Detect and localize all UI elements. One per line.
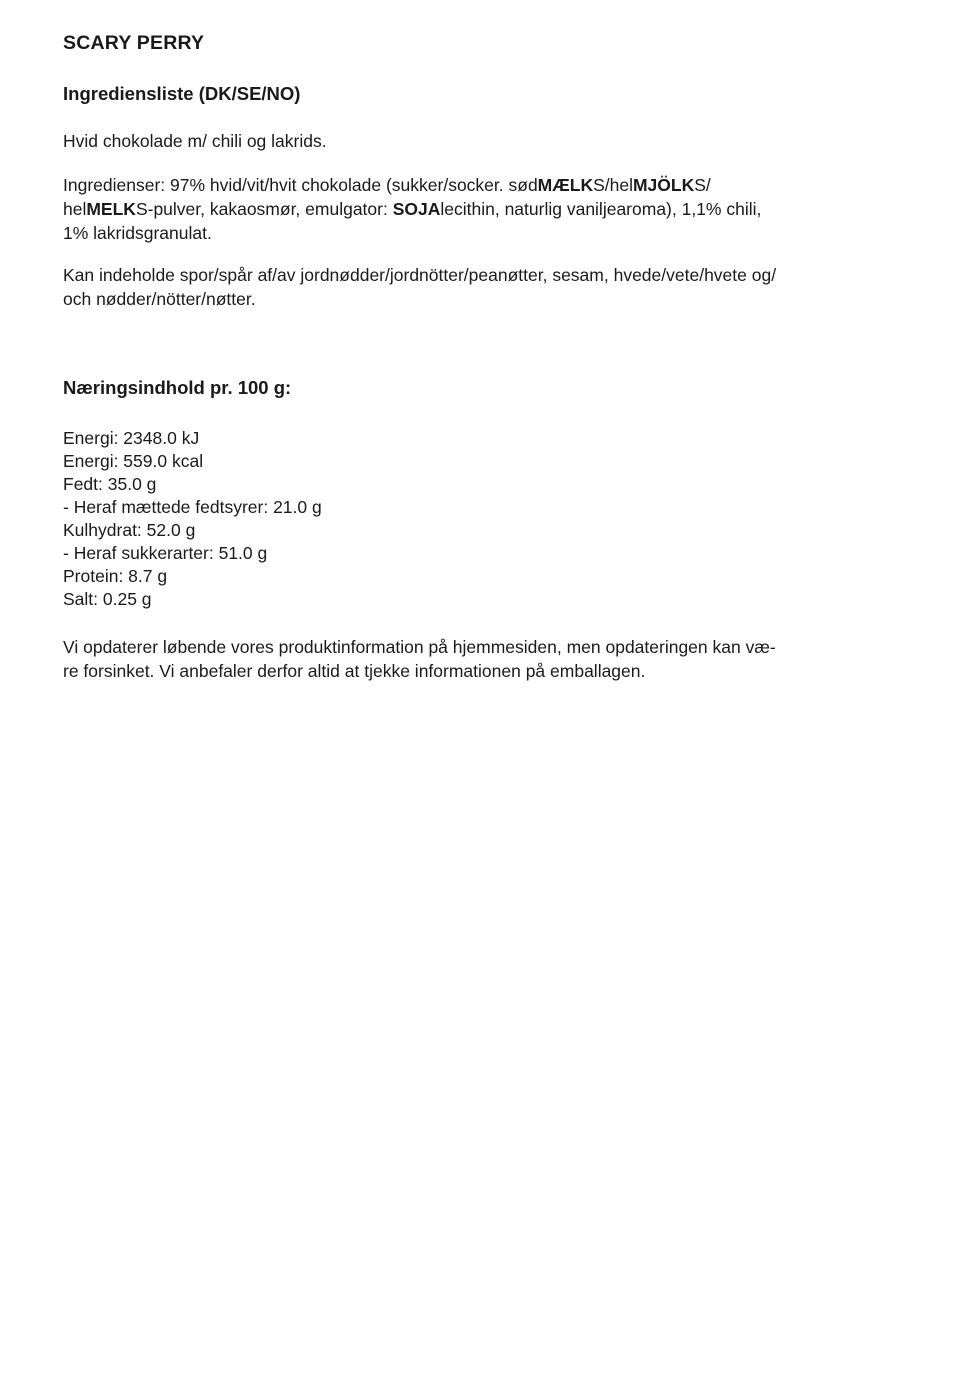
text-line: - Heraf sukkerarter: 51.0 g [63, 543, 268, 563]
nutrition-heading: Næringsindhold pr. 100 g: [63, 377, 292, 398]
text-line: - Heraf mættede fedtsyrer: 21.0 g [63, 497, 322, 517]
text-line: Fedt: 35.0 g [63, 474, 157, 494]
text-line: Salt: 0.25 g [63, 589, 152, 609]
text-line: Kulhydrat: 52.0 g [63, 520, 196, 540]
nutrition-facts-list [63, 427, 950, 611]
product-title: SCARY PERRY [63, 32, 205, 54]
text-line: Kan indeholde spor/spår af/av jordnødder/jordnötter/peanøtter, sesam, hvede/vete/hvete og/ [63, 265, 777, 285]
text-line: och nødder/nötter/nøtter. [63, 289, 256, 309]
text-line: Vi opdaterer løbende vores produktinformation på hjemmesiden, men opdateringen kan væ- [63, 637, 776, 657]
ingredients-list-heading: Ingrediensliste (DK/SE/NO) [63, 83, 301, 104]
disclaimer-paragraph [63, 635, 950, 683]
text-line: Ingredienser: 97% hvid/vit/hvit chokolade (sukker/socker. sødMÆLKS/helMJÖLKS/ [63, 175, 711, 195]
text-line: Protein: 8.7 g [63, 566, 168, 586]
text-line: re forsinket. Vi anbefaler derfor altid at tjekke informationen på emballagen. [63, 661, 646, 681]
text-line: Energi: 559.0 kcal [63, 451, 204, 471]
text-line: 1% lakridsgranulat. [63, 223, 212, 243]
product-description: Hvid chokolade m/ chili og lakrids. [63, 131, 327, 151]
allergen-warning-paragraph [63, 263, 950, 311]
ingredients-paragraph [63, 173, 950, 245]
text-line: Energi: 2348.0 kJ [63, 428, 200, 448]
text-line: helMELKS-pulver, kakaosmør, emulgator: SOJAlecithin, naturlig vaniljearoma), 1,1% chili, [63, 199, 762, 219]
